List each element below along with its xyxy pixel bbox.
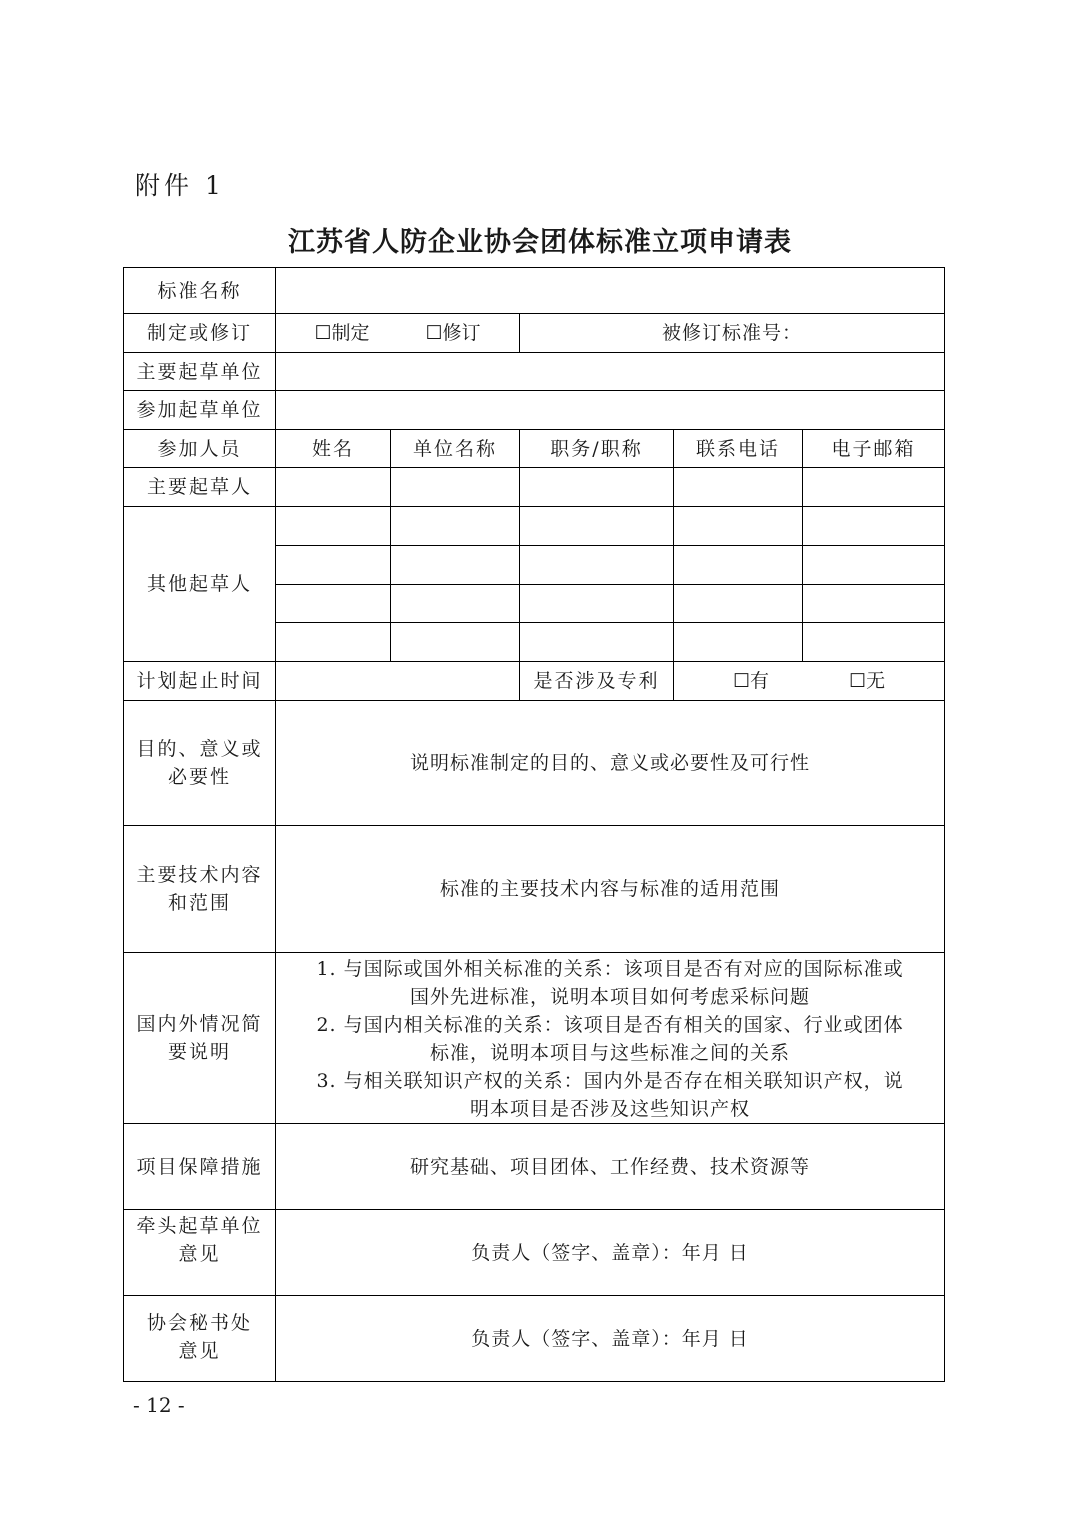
row-guarantee [124, 1124, 945, 1210]
field-other-drafter-unit[interactable] [391, 585, 520, 623]
field-main-drafter-email[interactable] [803, 468, 945, 507]
situation-line: 标准，说明本项目与这些标准之间的关系 [430, 1041, 791, 1064]
field-other-drafter-phone[interactable] [674, 546, 803, 585]
field-other-drafter-unit[interactable] [391, 623, 520, 662]
row-secretariat-opinion [124, 1296, 945, 1382]
label-purpose-line: 必要性 [167, 766, 231, 788]
label-other-drafters: 其他起草人 [124, 507, 276, 662]
patent-options [674, 662, 945, 701]
row-standard-name [124, 268, 945, 314]
label-guarantee: 项目保障措施 [124, 1124, 276, 1210]
field-other-drafter-unit[interactable] [391, 507, 520, 546]
field-other-drafter-title[interactable] [520, 546, 674, 585]
row-main-drafting-unit [124, 353, 945, 391]
column-header-title: 职务/职称 [520, 430, 674, 468]
label-secretariat-opinion [124, 1296, 276, 1382]
field-other-drafter-name[interactable] [276, 546, 391, 585]
form-title: 江苏省人防企业协会团体标准立项申请表 [288, 227, 792, 258]
checkbox-formulate[interactable]: ☐制定 [314, 322, 370, 344]
field-guarantee[interactable] [276, 1124, 945, 1210]
label-technical-content [124, 826, 276, 953]
row-other-drafter [124, 507, 945, 546]
column-header-email: 电子邮箱 [803, 430, 945, 468]
checkbox-revise[interactable]: ☐修订 [425, 322, 481, 344]
field-other-drafter-name[interactable] [276, 623, 391, 662]
label-participants: 参加人员 [124, 430, 276, 468]
situation-line: 2. 与国内相关标准的关系：该项目是否有相关的国家、行业或团体 [316, 1013, 904, 1036]
field-other-drafter-title[interactable] [520, 585, 674, 623]
field-other-drafter-title[interactable] [520, 507, 674, 546]
field-main-drafter-phone[interactable] [674, 468, 803, 507]
label-lead-line: 意见 [178, 1243, 221, 1265]
label-situation-line: 要说明 [167, 1041, 231, 1063]
label-lead-opinion [124, 1210, 276, 1296]
field-other-drafter-email[interactable] [803, 507, 945, 546]
label-secretariat-line: 意见 [178, 1340, 221, 1362]
label-patent-involved: 是否涉及专利 [520, 662, 674, 701]
field-technical-content[interactable] [276, 826, 945, 953]
label-technical-line: 主要技术内容 [136, 864, 263, 886]
field-other-drafter-email[interactable] [803, 546, 945, 585]
situation-line: 国外先进标准，说明本项目如何考虑采标问题 [410, 985, 811, 1008]
label-main-drafter: 主要起草人 [124, 468, 276, 507]
label-technical-line: 和范围 [167, 892, 231, 914]
checkbox-patent-no[interactable]: ☐无 [849, 670, 886, 692]
field-other-drafter-phone[interactable] [674, 623, 803, 662]
field-other-drafter-name[interactable] [276, 585, 391, 623]
signature-line: 负责人（签字、盖章）：年月 日 [471, 1327, 749, 1350]
column-header-unit: 单位名称 [391, 430, 520, 468]
label-situation-line: 国内外情况简 [136, 1013, 263, 1035]
label-formulate-or-revise: 制定或修订 [124, 314, 276, 353]
field-other-drafter-email[interactable] [803, 623, 945, 662]
field-other-drafter-phone[interactable] [674, 585, 803, 623]
formulate-revise-options [276, 314, 520, 353]
field-main-drafter-name[interactable] [276, 468, 391, 507]
label-lead-line: 牵头起草单位 [136, 1215, 263, 1237]
label-standard-name: 标准名称 [124, 268, 276, 314]
row-participating-drafting-unit [124, 391, 945, 430]
field-revised-standard-no[interactable] [520, 314, 945, 353]
field-other-drafter-phone[interactable] [674, 507, 803, 546]
field-purpose[interactable] [276, 701, 945, 826]
signature-line: 负责人（签字、盖章）：年月 日 [471, 1241, 749, 1264]
technical-hint: 标准的主要技术内容与标准的适用范围 [440, 878, 781, 900]
label-main-drafting-unit: 主要起草单位 [124, 353, 276, 391]
checkbox-patent-yes[interactable]: ☐有 [732, 670, 770, 692]
situation-line: 1. 与国际或国外相关标准的关系：该项目是否有对应的国际标准或 [316, 957, 904, 980]
application-form-table [123, 267, 945, 1382]
row-formulate-or-revise [124, 314, 945, 353]
field-main-drafter-title[interactable] [520, 468, 674, 507]
row-lead-opinion [124, 1210, 945, 1296]
field-other-drafter-name[interactable] [276, 507, 391, 546]
field-main-drafting-unit[interactable] [276, 353, 945, 391]
column-header-phone: 联系电话 [674, 430, 803, 468]
label-situation [124, 953, 276, 1124]
row-main-drafter [124, 468, 945, 507]
row-plan-period [124, 662, 945, 701]
field-plan-period[interactable] [276, 662, 520, 701]
field-standard-name[interactable] [276, 268, 945, 314]
purpose-hint: 说明标准制定的目的、意义或必要性及可行性 [410, 752, 811, 774]
field-lead-opinion[interactable] [276, 1210, 945, 1296]
label-secretariat-line: 协会秘书处 [146, 1312, 252, 1334]
field-participating-drafting-unit[interactable] [276, 391, 945, 430]
field-other-drafter-title[interactable] [520, 623, 674, 662]
row-technical-content [124, 826, 945, 953]
attachment-label: 附件 1 [135, 171, 225, 200]
field-situation[interactable] [276, 953, 945, 1124]
situation-line: 明本项目是否涉及这些知识产权 [470, 1097, 751, 1120]
guarantee-hint: 研究基础、项目团体、工作经费、技术资源等 [410, 1155, 811, 1178]
field-secretariat-opinion[interactable] [276, 1296, 945, 1382]
page-number: - 12 - [133, 1393, 185, 1417]
label-revised-standard-no: 被修订标准号： [662, 322, 803, 344]
row-purpose [124, 701, 945, 826]
label-plan-period: 计划起止时间 [124, 662, 276, 701]
row-participants-header [124, 430, 945, 468]
row-situation [124, 953, 945, 1124]
label-participating-drafting-unit: 参加起草单位 [124, 391, 276, 430]
label-purpose [124, 701, 276, 826]
field-other-drafter-unit[interactable] [391, 546, 520, 585]
label-purpose-line: 目的、意义或 [136, 738, 263, 760]
field-other-drafter-email[interactable] [803, 585, 945, 623]
field-main-drafter-unit[interactable] [391, 468, 520, 507]
column-header-name: 姓名 [276, 430, 391, 468]
situation-line: 3. 与相关联知识产权的关系：国内外是否存在相关联知识产权，说 [316, 1069, 904, 1092]
